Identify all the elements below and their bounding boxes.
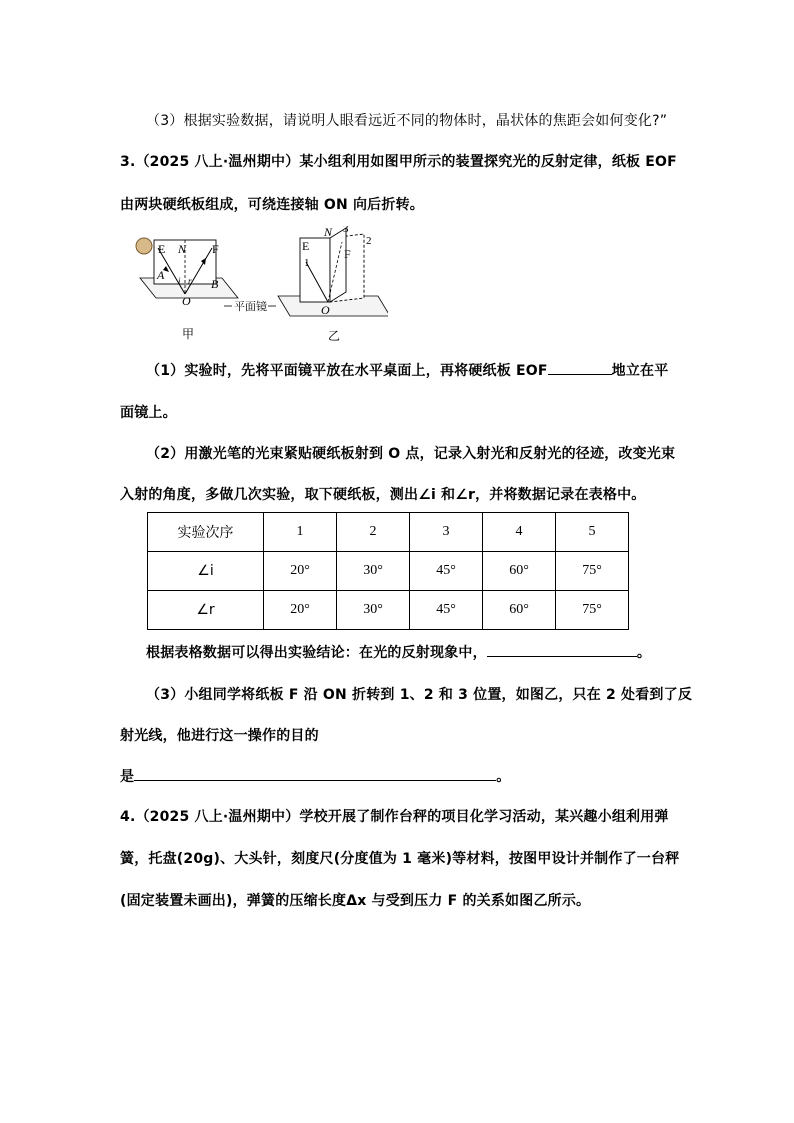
table-row-label: ∠i (148, 552, 264, 591)
reflection-apparatus-figure (128, 226, 388, 346)
q4-line2: 簧，托盘(20g)、大头针，刻度尺(分度值为 1 毫米)等材料，按图甲设计并制作了一台秤 (120, 851, 680, 867)
table-cell: 75° (556, 552, 629, 591)
q3-sub1-text-b: 地立在平 (611, 363, 669, 379)
label-o-a: O (182, 294, 191, 308)
label-pos-2: 2 (366, 235, 372, 247)
label-f-b: F (344, 247, 351, 261)
mirror-label: 平面镜 (234, 300, 267, 313)
data-table (147, 512, 629, 630)
label-e-a: E (158, 242, 166, 256)
q3-sub1-line1 (146, 360, 668, 380)
q3-sub1-line2: 面镜上。 (120, 405, 177, 421)
q4-line3: (固定装置未画出)，弹簧的压缩长度Δx 与受到压力 F 的关系如图乙所示。 (120, 893, 591, 909)
q4-line1: 4.（2025 八上·温州期中）学校开展了制作台秤的项目化学习活动，某兴趣小组利用弹 (120, 809, 669, 825)
label-e-b: E (302, 239, 310, 253)
table-cell: 30° (337, 552, 410, 591)
q3-sub3-line3 (120, 766, 510, 786)
table-cell: 20° (264, 591, 337, 630)
table-cell: 45° (410, 552, 483, 591)
laser-pen-icon (136, 238, 152, 254)
label-pos-1: 1 (304, 257, 310, 269)
q3-conclusion-answer-blank[interactable] (487, 642, 637, 657)
q3-sub3-answer-blank[interactable] (134, 766, 496, 781)
label-pos-3: 3 (343, 226, 349, 235)
table-trial: 3 (410, 513, 483, 552)
label-n-a: N (178, 242, 187, 256)
label-o-b: O (321, 303, 330, 317)
label-r: r (188, 276, 192, 286)
figure-a (136, 238, 276, 341)
table-header-row (148, 513, 629, 552)
q3-conclusion-end: 。 (636, 645, 652, 661)
table-cell: 45° (410, 591, 483, 630)
table-trial: 4 (483, 513, 556, 552)
table-row-label: ∠r (148, 591, 264, 630)
label-i: i (178, 276, 181, 286)
figure-b (278, 226, 388, 343)
table-cell: 60° (483, 591, 556, 630)
table-trial: 1 (264, 513, 337, 552)
q3-sub3-text: 是 (120, 769, 135, 785)
table-trial: 5 (556, 513, 629, 552)
q3-conclusion-line (146, 642, 651, 662)
q3-sub1-answer-blank[interactable] (548, 360, 612, 375)
q3-stem-line2: 由两块硬纸板组成，可绕连接轴 ON 向后折转。 (120, 197, 424, 213)
label-b: B (211, 277, 219, 291)
caption-a: 甲 (182, 327, 195, 341)
table-row (148, 552, 629, 591)
q3-stem-line1: 3.（2025 八上·温州期中）某小组利用如图甲所示的装置探究光的反射定律，纸板 EOF (120, 154, 677, 170)
q3-sub2-line1: （2）用激光笔的光束紧贴硬纸板射到 O 点，记录入射光和反射光的径迹，改变光束 (146, 446, 676, 462)
q3-conclusion-text: 根据表格数据可以得出实验结论：在光的反射现象中， (146, 645, 487, 661)
table-cell: 20° (264, 552, 337, 591)
q3-sub3-line1: （3）小组同学将纸板 F 沿 ON 折转到 1、2 和 3 位置，如图乙，只在 2 处看到了反 (146, 687, 693, 703)
label-n-b: N (324, 226, 333, 239)
table-cell: 75° (556, 591, 629, 630)
q3-sub3-line2: 射光线，他进行这一操作的目的 (120, 728, 319, 744)
table-cell: 60° (483, 552, 556, 591)
q3-sub2-line2: 入射的角度，多做几次实验，取下硬纸板，测出∠i 和∠r，并将数据记录在表格中。 (120, 487, 646, 503)
table-header-label: 实验次序 (148, 513, 264, 552)
q3-sub3-end: 。 (496, 769, 511, 785)
label-a: A (157, 268, 165, 282)
table-trial: 2 (337, 513, 410, 552)
q3-sub1-text-a: （1）实验时，先将平面镜平放在水平桌面上，再将硬纸板 EOF (146, 363, 548, 379)
table-row (148, 591, 629, 630)
caption-b: 乙 (328, 329, 341, 343)
label-f-a: F (212, 242, 219, 256)
q2-sub3-text: （3）根据实验数据，请说明人眼看远近不同的物体时，晶状体的焦距会如何变化?” (146, 113, 668, 129)
table-cell: 30° (337, 591, 410, 630)
panel-position-3 (330, 228, 346, 302)
